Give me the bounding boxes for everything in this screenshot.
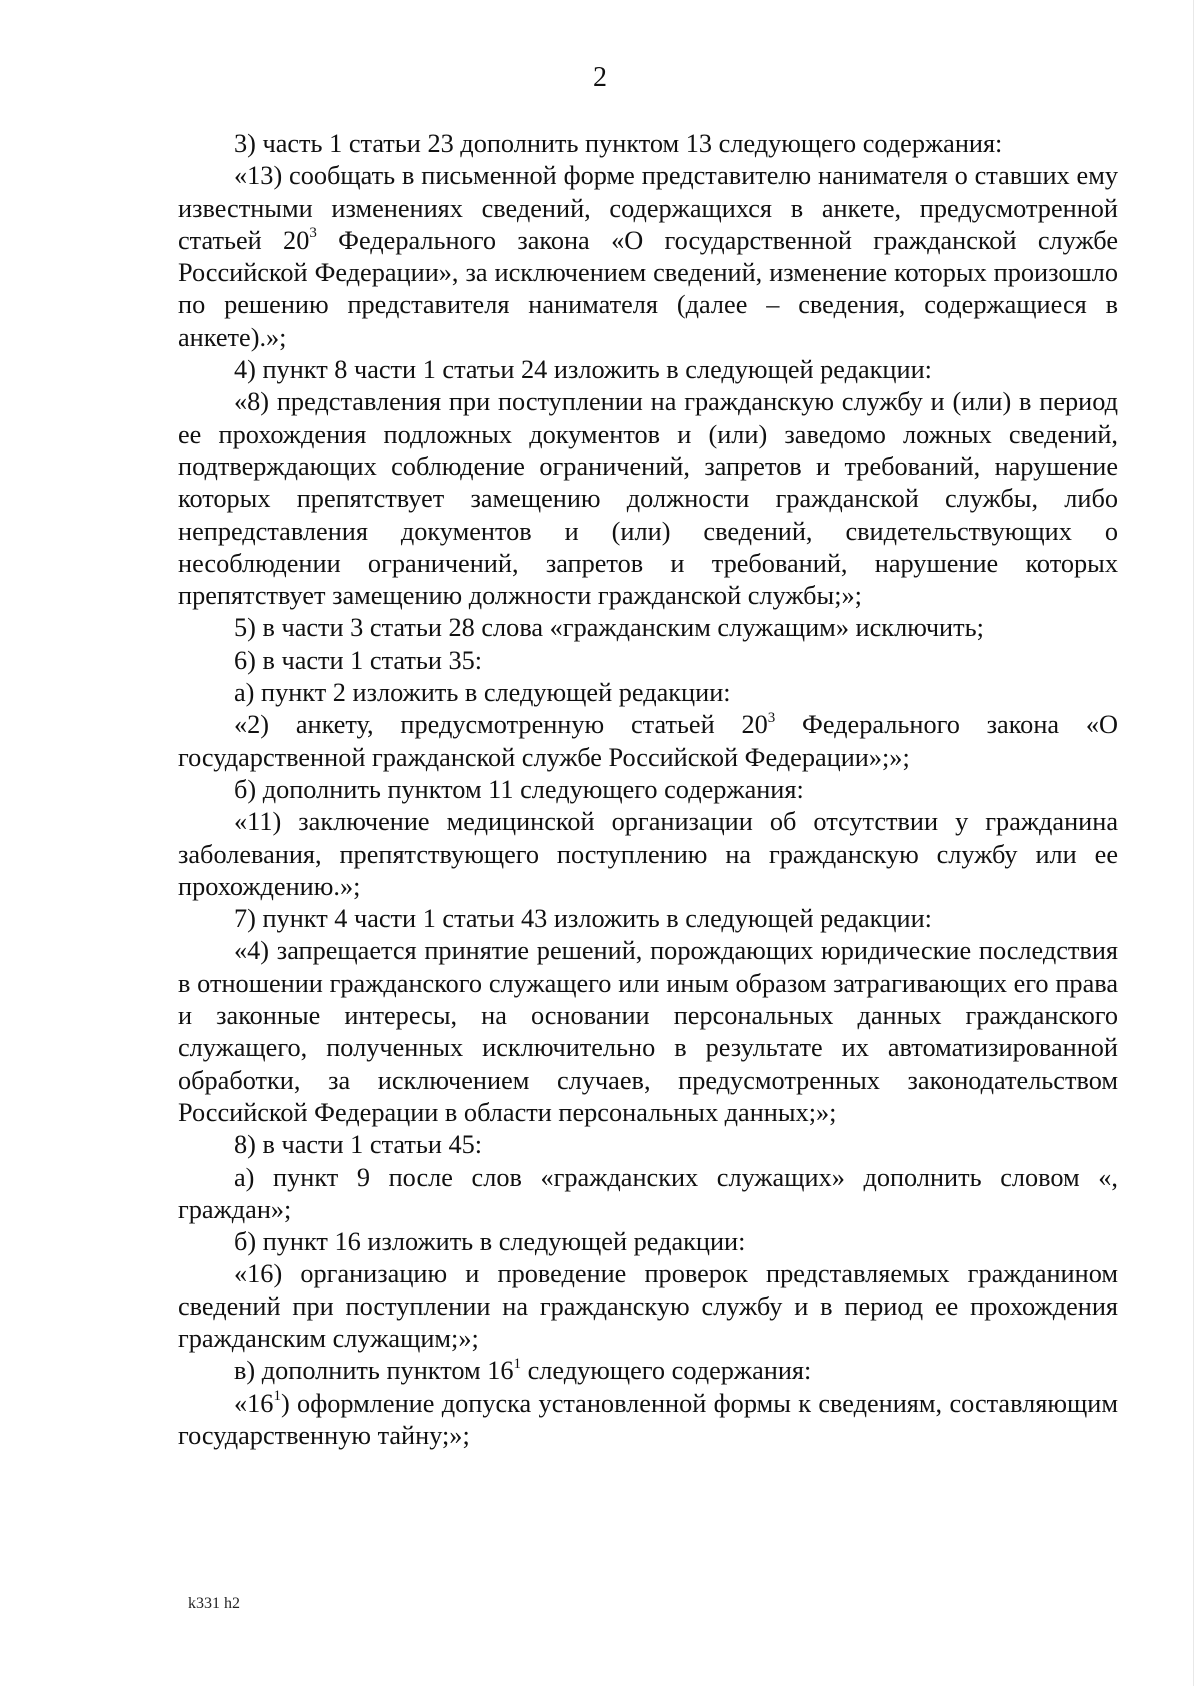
paragraph: 3) часть 1 статьи 23 дополнить пунктом 13 следующего содержания: [234,129,1003,158]
paragraph: 5) в части 3 статьи 28 слова «гражданским служащим» исключить; [234,613,984,643]
paragraph: «16) организацию и проведение проверок представляемых гражданином сведений при поступлении на гражданскую службу и в период ее прохождения гражданским служащим;»; [178,1259,1118,1353]
paragraph: 7) пункт 4 части 1 статьи 43 изложить в следующей редакции: [234,904,932,934]
footer-code: k331 h2 [188,1595,240,1612]
document-body [178,128,1118,1452]
paragraph: 6) в части 1 статьи 35: [234,645,483,675]
paragraph: 4) пункт 8 части 1 статьи 24 изложить в следующей редакции: [234,355,932,385]
superscript: 1 [513,1355,522,1372]
paragraph: б) дополнить пунктом 11 следующего содержания: [234,774,804,804]
paragraph: «13) сообщать в письменной форме представителю нанимателя о ставших ему известными изменениях сведений, содержащихся в анкете, предусмотренной статьей $20^3$ Федерального закона «О государственной гражданской службе Российской Федерации», за исключением сведений, изменение которых произошло по решению представителя нанимателя (далее – сведения, содержащиеся в анкете).»; [178,161,1118,352]
paragraph: «8) представления при поступлении на гражданскую службу и (или) в период ее прохождения подложных документов и (или) заведомо ложных сведений, подтверждающих соблюдение ограничений, запретов и требований, нарушение которых препятствует замещению должности гражданской службы, либо непредставления документов и (или) сведений, свидетельствующих о несоблюдении ограничений, запретов и требований, нарушение которых препятствует замещению должности гражданской службы;»; [178,387,1118,611]
paragraph: 8) в части 1 статьи 45: [234,1130,483,1160]
paragraph: «$16^1$) оформление допуска установленной формы к сведениям, составляющим государственную тайну;»; [178,1387,1118,1450]
superscript: 3 [767,709,776,726]
superscript: 1 [273,1387,281,1404]
paragraph: «2) анкету, предусмотренную статьей $20^3$ Федерального закона «О государственной гражданской службе Российской Федерации»;»; [178,709,1118,772]
paragraph: «11) заключение медицинской организации об отсутствии у гражданина заболевания, препятствующего поступлению на гражданскую службу или ее прохождению.»; [178,807,1118,901]
paragraph: в) дополнить пунктом $16^1$ следующего содержания: [234,1355,812,1386]
page-number: 2 [593,62,607,93]
paragraph: а) пункт 9 после слов «гражданских служащих» дополнить словом «, граждан»; [178,1162,1118,1224]
paragraph: «4) запрещается принятие решений, порождающих юридические последствия в отношении гражданского служащего или иным образом затрагивающих его права и законные интересы, на основании персональных данных гражданского служащего, полученных исключительно в результате их автоматизированной обработки, за исключением случаев, предусмотренных законодательством Российской Федерации в области персональных данных;»; [178,936,1118,1127]
superscript: 3 [309,225,317,242]
scan-edge [1193,0,1194,1686]
paragraph: б) пункт 16 изложить в следующей редакции: [234,1227,746,1257]
paragraph: а) пункт 2 изложить в следующей редакции: [234,678,731,708]
